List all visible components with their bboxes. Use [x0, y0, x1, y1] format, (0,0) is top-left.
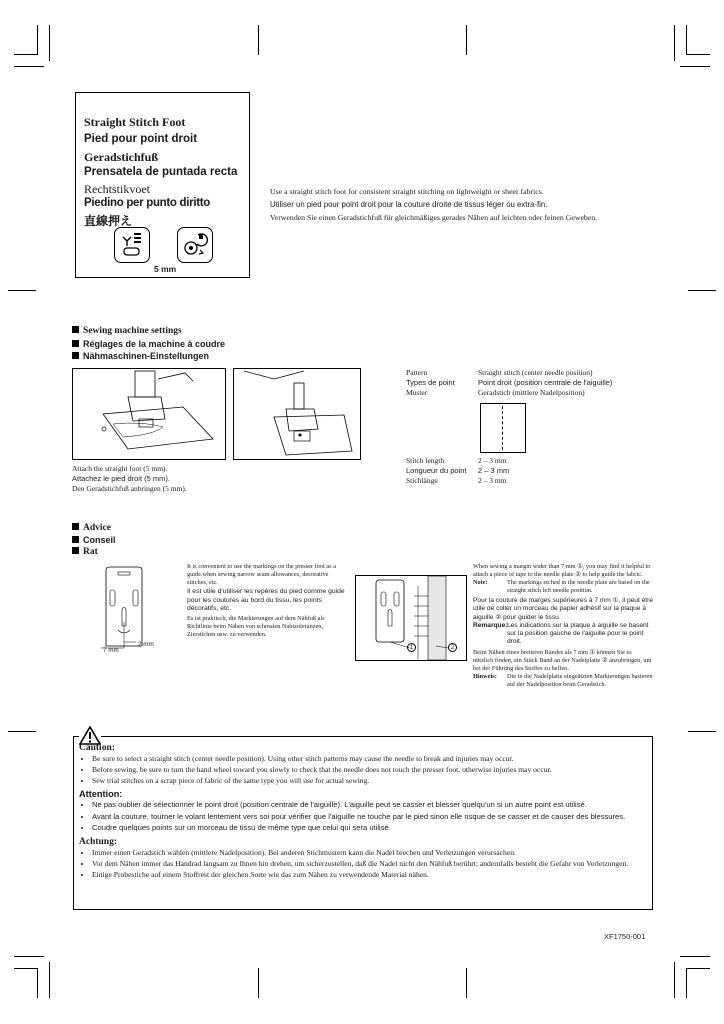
callout-1: 1: [407, 643, 416, 652]
document-code: XF1750-001: [604, 932, 646, 941]
advice-heading-en: Advice: [72, 523, 111, 533]
title-de: Geradstichfuß: [84, 150, 159, 164]
caution-fr-2: • Avant la couture, tourner le volant lentement vers soi pour vérifier que l'aiguille ne touche par le pied sinon elle risque de se casser et de causer des blessures.: [92, 811, 647, 823]
pattern-labels: Pattern Types de point Muster: [406, 368, 455, 397]
length-values: 2 – 3 mm 2 – 3 mm 2 – 3 mm: [478, 456, 510, 485]
attach-foot-illustration: [72, 368, 226, 460]
pattern-values: Straight stitch (center needle position) Point droit (position centrale de l'aiguille) Geradstich (mittlere Nadelposition): [478, 368, 613, 397]
caution-box: [73, 736, 653, 910]
title-ja: 直線押え: [84, 214, 133, 228]
intro-en: Use a straight stitch foot for consistent straight stitching on lightweight or sheer fabrics.: [270, 187, 544, 196]
advice-paragraph-1: It is convenient to use the markings on the presser foot as a guide when sewing narrow seam allowances, decorative stitches, etc. Il est utile d'utiliser les repères du pied comme guide pour les coutures au bord du tissu, les points décoratifs, etc. Es ist praktisch, die Markierungen auf dem Nähfuß als Richtlinie beim Nähen von schmalen Nahtzoleranzen, Zierstichen usw. zu verwenden.: [187, 563, 345, 638]
title-box: [75, 92, 250, 278]
caution-de-3: • Einige Probestiche auf einem Stoffrest der gleichen Sorte wie das zum Nähen zu verwendende Material nähen.: [92, 869, 647, 880]
presser-foot-markings-illustration: [100, 566, 160, 658]
straight-stitch-diagram: [480, 403, 526, 453]
caution-fr-1: • Ne pas oublier de sélectionner le point droit (position centrale de l'aiguille). L'aiguille peut se casser et blesser quelqu'un si un autre point est utilisé.: [92, 799, 647, 811]
settings-heading-de: Nähmaschinen-Einstellungen: [72, 351, 209, 361]
caution-heading-fr: Attention:: [79, 789, 123, 799]
foot-size-label: 5 mm: [154, 264, 177, 274]
caution-en-1: • Be sure to select a straight stitch (center needle position). Using other stitch patterns may cause the needle to break and injuries may occur.: [92, 753, 647, 764]
mark-7mm: 7 mm: [103, 647, 119, 654]
intro-fr: Utiliser un pied pour point droit pour la couture droite de tissus léger ou extra-fin.: [270, 200, 548, 210]
caution-list-fr: [79, 799, 647, 834]
advice-paragraph-2: When sewing a margin wider than 7 mm ①, you may find it helpful to attach a piece of tape to the needle plate ② to help guide the fabric. Note: The markings etched in the needle plate are based on the straight stitch left needle position. Pour la couture de marges supérieures à 7 mm ①, il peut être utile de coller un morceau de papier adhésif sur la plaque à aiguille ② pour guider le tissu. Remarque: Les indications sur la plaque à aiguille se basent sur la position gauche de l'aiguille pour le point droit. Beim Nähen eines breiteren Randes als 7 mm ① können Sie es nützlich finden, ein Stück Band an der Nadelplatte ② anzubringen, um bei der Führung des Stoffes zu helfen. Hinweis: Die in die Nadelplatte eingeätzten Markierungen basieren auf der Nadelposition beim Geradstich.: [473, 563, 653, 688]
title-nl: Rechtstikvoet: [84, 182, 150, 196]
advice-heading-fr: Conseil: [72, 535, 116, 545]
needle-plate-icon: [114, 227, 150, 263]
attach-caption: Attach the straight foot (5 mm). Attachez le pied droit (5 mm). Den Geradstichfuß anbringen (5 mm).: [72, 464, 187, 493]
settings-heading-fr: Réglages de la machine à coudre: [72, 339, 225, 349]
intro-de: Verwenden Sie einen Geradstichfuß für gleichmäßiges gerades Nähen auf leichten oder feinen Geweben.: [270, 213, 598, 223]
length-labels: Stitch length Longueur du point Stichlänge: [406, 456, 467, 485]
caution-en-3: • Sew trial stitches on a scrap piece of fabric of the same type you will use for actual sewing.: [92, 775, 647, 786]
caution-heading-en: Caution:: [79, 743, 115, 753]
caution-fr-3: • Coudre quelques points sur un morceau de tissu de même type que celui qui sera utilisé.: [92, 822, 647, 834]
caution-de-1: • Immer einen Geradstich wählen (mittlere Nadelposition). Bei anderen Stichmustern kann die Nadel brechen und Verletzungen verursachen.: [92, 847, 647, 858]
advice-heading-de: Rat: [72, 547, 98, 557]
caution-en-2: • Before sewing, be sure to turn the hand wheel toward you slowly to check that the needle does not touch the presser foot, otherwise injuries may occur.: [92, 764, 647, 775]
title-it: Piedino per punto diritto: [84, 197, 211, 209]
needle-plate-tape-illustration: [355, 575, 467, 661]
caution-list-en: [79, 753, 647, 786]
callout-2: 2: [448, 643, 457, 652]
stitch-dial-icon: [177, 227, 213, 263]
caution-heading-de: Achtung:: [79, 836, 118, 847]
title-es: Prensatela de puntada recta: [84, 166, 238, 178]
straight-foot-illustration: [233, 368, 361, 460]
caution-de-2: • Vor dem Nähen immer das Handrad langsam zu Ihnen hin drehen, um sicherzustellen, daß die Nadel nicht den Nähfuß berührt; andernfalls besteht die Gefahr von Verletzungen.: [92, 858, 647, 869]
mark-2mm: 2 mm: [138, 641, 154, 648]
caution-list-de: [79, 847, 647, 880]
title-fr: Pied pour point droit: [84, 133, 198, 145]
settings-heading-en: Sewing machine settings: [72, 326, 182, 336]
intro-text: [270, 185, 597, 225]
title-en: Straight Stitch Foot: [84, 115, 186, 129]
